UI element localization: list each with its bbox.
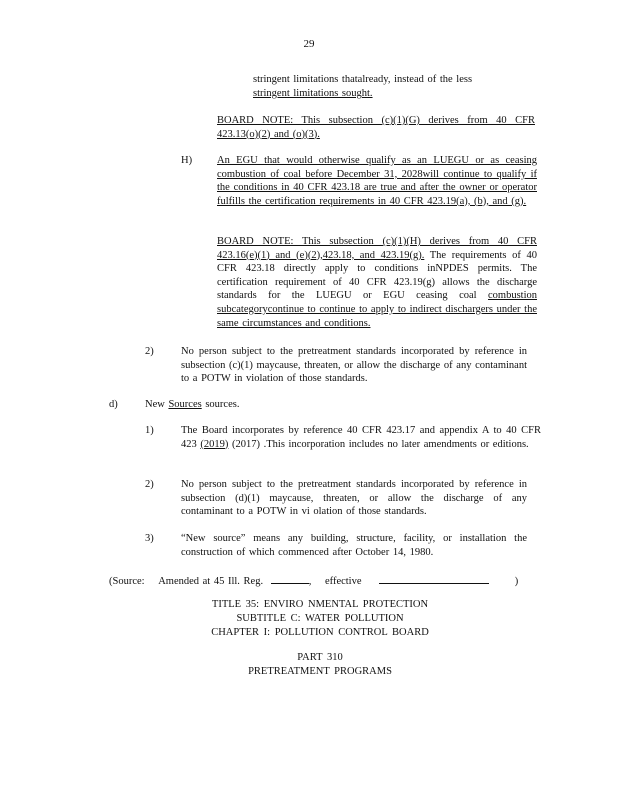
- board-note-h-p1: BOARD NOTE: This subsection (c)(1)(H) derives from 40 CFR 423.16(e)(1) and (e)(2),423.18, and 423.19(g).: [217, 236, 537, 261]
- page-number: 29: [303, 38, 315, 50]
- stringent-line-1: stringent limitations thatalready, instead of the less: [253, 74, 473, 85]
- board-note-h-p2: The requirements of 40 CFR 423.18 directly apply to conditions inNPDES permits. The certification requirement of 40 CFR 423.19(g) allows the discharge standards for the LUEGU or EGU ceasing coal: [217, 249, 538, 302]
- item-d1-post: (2017) .This incorporation includes no later amendments or editions.: [232, 438, 529, 450]
- part-line: PART 310: [297, 652, 343, 663]
- section-d-heading: [145, 398, 239, 412]
- item-h-label: H): [181, 155, 193, 166]
- subtitle-line: SUBTITLE C: WATER POLLUTION: [236, 613, 404, 624]
- board-note-g: BOARD NOTE: This subsection (c)(1)(G) derives from 40 CFR 423.13(o)(2) and (o)(3).: [217, 115, 535, 140]
- part-name-line: PRETREATMENT PROGRAMS: [248, 666, 392, 677]
- stringent-line-2: [253, 87, 373, 101]
- item-d1-inserted: (2019): [200, 438, 229, 450]
- source-close: ): [514, 576, 519, 587]
- register-page-blank: [271, 573, 309, 584]
- section-d-inserted: Sources: [168, 399, 202, 410]
- board-note-h: [217, 235, 537, 330]
- item-d3-text: “New source” means any building, structure, facility, or installation the construction of which commenced after October 14, 1980.: [181, 533, 527, 558]
- source-comma: ,: [308, 576, 312, 587]
- item-d1-text: [181, 424, 541, 451]
- item-d3-label: 3): [145, 533, 154, 544]
- section-d-pre: New: [145, 399, 165, 410]
- item-d2-label: 2): [145, 479, 154, 490]
- item-d2-text: No person subject to the pretreatment standards incorporated by reference in subsection (d)(1) maycause, threaten, or allow the discharge of any contaminant to a POTW in vi olation of those standards.: [181, 479, 527, 518]
- section-d-post: sources.: [205, 399, 240, 410]
- source-line: [109, 573, 529, 589]
- chapter-line: CHAPTER I: POLLUTION CONTROL BOARD: [211, 627, 429, 638]
- source-amended: Amended at 45 Ill. Reg.: [158, 576, 264, 587]
- board-note-h-p3: combustion subcategorycontinue to continue to apply to indirect dischargers under the same circumstances and conditions.: [217, 290, 538, 329]
- item-d1-label: 1): [145, 425, 154, 436]
- item-c2-label: 2): [145, 346, 154, 357]
- item-h-text: An EGU that would otherwise qualify as an LUEGU or as ceasing combustion of coal before December 31, 2028will continue to qualify if the conditions in 40 CFR 423.18 are true and after the owner or operator fulfills the certification requirements in 40 CFR 423.19(a), (b), and (g).: [217, 155, 537, 207]
- section-d-label: d): [109, 399, 118, 410]
- effective-date-blank: [379, 573, 489, 584]
- item-c2-text: No person subject to the pretreatment standards incorporated by reference in subsection (c)(1) maycause, threaten, or allow the discharge of any contaminant to a POTW in violation of those standards.: [181, 346, 527, 385]
- source-open: (Source:: [109, 576, 145, 587]
- item-d1-pre: The Board incorporates by reference 40 CFR 423.17 and appendix A to 40 CFR 423: [181, 425, 541, 450]
- stringent-line-2-text: stringent limitations sought.: [253, 88, 373, 99]
- title-line: TITLE 35: ENVIRO NMENTAL PROTECTION: [211, 599, 429, 610]
- source-effective: effective: [324, 576, 362, 587]
